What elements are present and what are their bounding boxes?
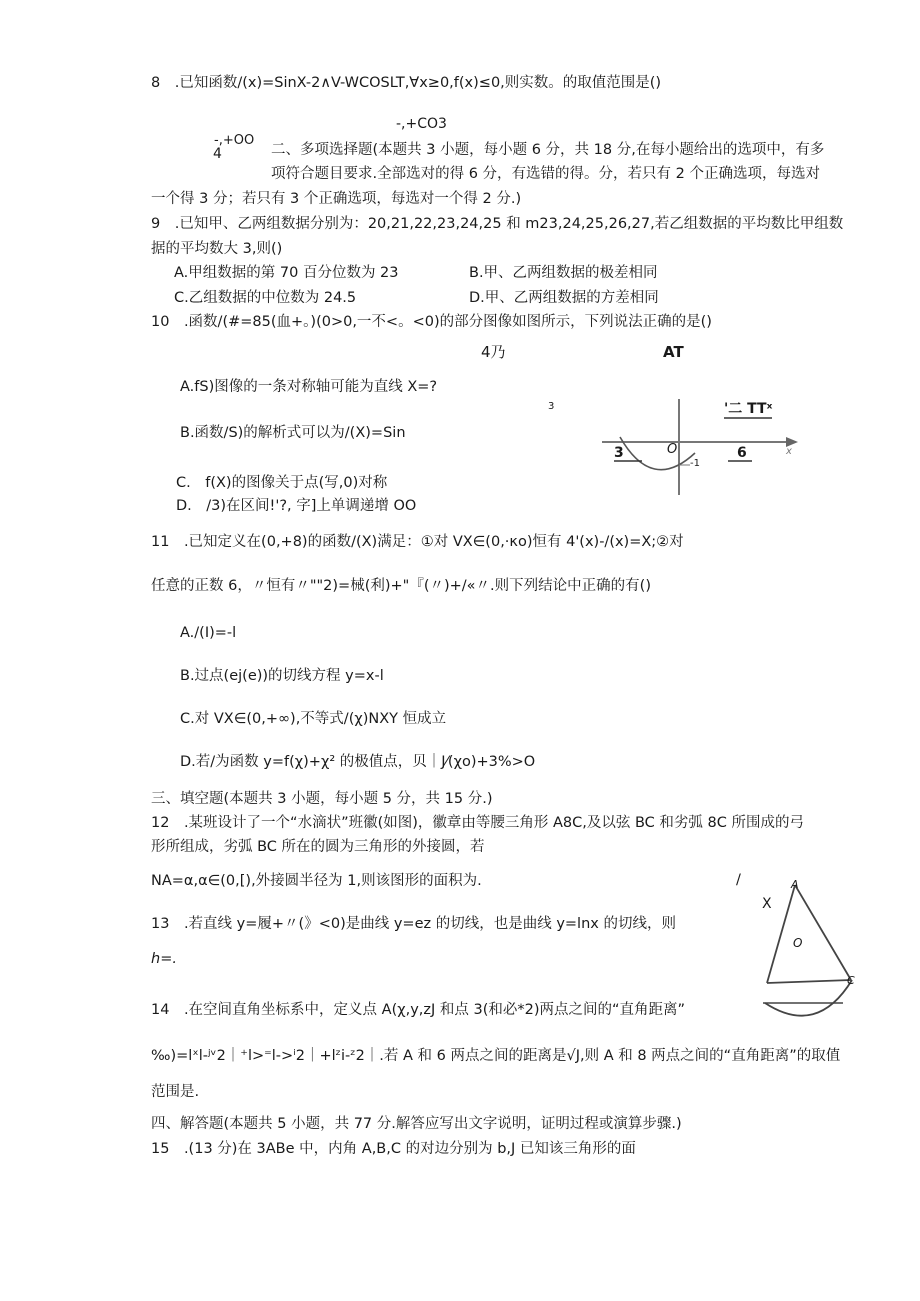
q13-line2: h=. (151, 951, 177, 967)
q10-line1: 10 .函数/(#=85(血+。)(0>0,一不<。<0)的部分图像如图所示，下列说法正确的是() (151, 314, 712, 330)
q10-option-b: B.函数/S)的解析式可以为/(X)=Sin (180, 425, 406, 441)
section2-line1: 二、多项选择题(本题共 3 小题，每小题 6 分，共 18 分,在每小题给出的选项中，有多 (271, 142, 825, 158)
q10-option-d: D. /3)在区间!'?, 字]上单调递增 OO (176, 498, 417, 514)
graph-y-mark: 3 (548, 401, 555, 412)
q8-text: 8 .已知函数/(x)=SinX-2∧V-WCOSLT,∀x≥0,f(x)≤0,则实数。的取值范围是() (151, 75, 662, 91)
fragment-oo: -,+OO (214, 133, 255, 148)
q9-option-a: A.甲组数据的第 70 百分位数为 23 (174, 265, 399, 281)
q10-option-c: C. f(X)的图像关于点(写,0)对称 (176, 475, 388, 491)
q12-slash: / (736, 872, 741, 888)
section2-line2: 项符合题目要求.全部选对的得 6 分，有选错的得。分，若只有 2 个正确选项，每选对 (271, 166, 820, 182)
q14-line2: ‰)=lˣl-ʲᵛ2｜⁺l>⁼l->ⁱ2｜+lᶻi-ᶻ2｜.若 A 和 6 两点之间的距离是√J,则 A 和 8 两点之间的“直角距离”的取值 (151, 1048, 841, 1064)
q13-line1: 13 .若直线 y=履+〃(》<0)是曲线 y=ez 的切线，也是曲线 y=lnx 的切线，则 (151, 916, 676, 932)
q11-option-a: A./(I)=-l (180, 625, 237, 641)
graph-top-label: '二 TTˣ (724, 401, 773, 417)
q11-option-c: C.对 VX∈(0,+∞),不等式/(χ)NXY 恒成立 (180, 711, 447, 727)
section2-line3: 一个得 3 分；若只有 3 个正确选项，每选对一个得 2 分.) (151, 191, 522, 207)
graph-right-label: 6 (737, 445, 747, 461)
q9-line2: 据的平均数大 3,则() (151, 241, 283, 257)
q12-line3: NA=α,α∈(0,[),外接圆半径为 1,则该图形的面积为. (151, 873, 482, 889)
q9-line1: 9 .已知甲、乙两组数据分别为：20,21,22,23,24,25 和 m23,24,25,26,27,若乙组数据的平均数比甲组数 (151, 216, 844, 232)
fig-label-c: C (847, 974, 855, 987)
q9-option-d: D.甲、乙两组数据的方差相同 (469, 290, 659, 306)
q9-option-c: C.乙组数据的中位数为 24.5 (174, 290, 357, 306)
section4-title: 四、解答题(本题共 5 小题，共 77 分.解答应写出文字说明，证明过程或演算步骤.) (151, 1116, 682, 1132)
graph-neg-one-label: -1 (690, 458, 700, 469)
graph-left-label: 3 (614, 445, 624, 461)
arc-bc (765, 980, 852, 1016)
q11-option-d: D.若/为函数 y=f(χ)+χ² 的极值点，贝｜J⁄(χo)+3%>O (180, 754, 536, 770)
fig-label-a: A (791, 878, 799, 891)
q11-line2: 任意的正数 6，〃恒有〃""2)=械(利)+"『(〃)+/«〃.则下列结论中正确的有() (151, 578, 651, 594)
q14-line3: 范围是. (151, 1084, 200, 1100)
chord-bc (767, 980, 851, 983)
q10-option-a: A.fS)图像的一条对称轴可能为直线 X=? (180, 379, 438, 395)
q11-line1: 11 .已知定义在(0,+8)的函数/(X)满足：①对 VX∈(0,·κo)恒有 4'(x)-/(x)=X;②对 (151, 534, 684, 550)
q10-fragment-2: AT (663, 343, 684, 361)
fragment-co3: -,+CO3 (396, 116, 447, 132)
q10-fragment-1: 4乃 (481, 343, 506, 361)
graph-origin-label: O (667, 442, 678, 457)
fig-label-x: X (762, 896, 772, 912)
q15-line1: 15 .(13 分)在 3ABe 中，内角 A,B,C 的对边分别为 b,J 已知该三角形的面 (151, 1141, 636, 1157)
q9-option-b: B.甲、乙两组数据的极差相同 (469, 265, 658, 281)
q12-line2: 形所组成，劣弧 BC 所在的圆为三角形的外接圆，若 (151, 839, 485, 855)
triangle-side-ac (795, 885, 851, 980)
fig-label-o: O (793, 936, 803, 950)
section3-title: 三、填空题(本题共 3 小题，每小题 5 分，共 15 分.) (151, 791, 493, 807)
q11-option-b: B.过点(ej(e))的切线方程 y=x-l (180, 668, 384, 684)
q14-line1: 14 .在空间直角坐标系中，定义点 A(χ,y,zJ 和点 3(和必*2)两点之间的“直角距离” (151, 1002, 686, 1018)
graph-x-axis-label: x (786, 446, 792, 457)
fragment-four: 4 (213, 146, 222, 162)
q12-line1: 12 .某班设计了一个“水滴状”班徽(如图)，徽章由等腰三角形 A8C,及以弦 BC 和劣弧 8C 所围成的弓 (151, 815, 804, 831)
